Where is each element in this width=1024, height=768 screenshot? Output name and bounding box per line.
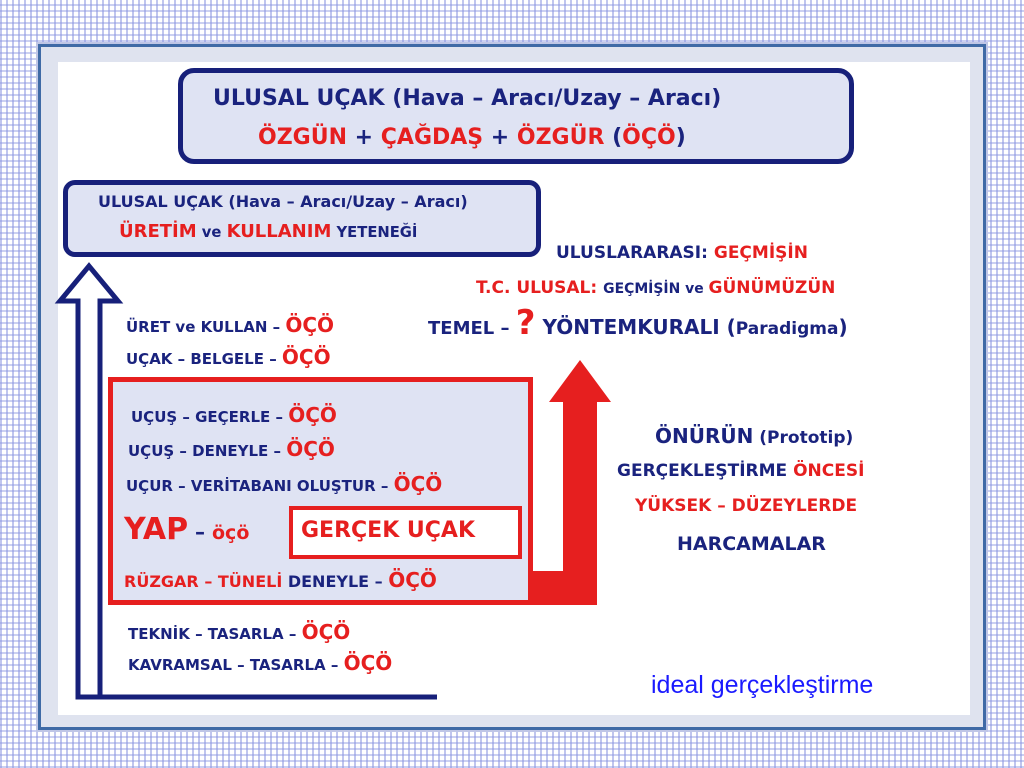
step-label: UÇUR – VERİTABANI OLUŞTUR – <box>126 477 394 495</box>
plus-text: + <box>347 125 381 150</box>
paradigma-text: Paradigma <box>735 319 839 339</box>
step-label: KAVRAMSAL – TASARLA – <box>128 656 344 674</box>
top-box-paren: ) <box>711 86 722 111</box>
yap-dash: – <box>188 520 212 544</box>
step-oco: ÖÇÖ <box>393 472 443 496</box>
paradigm-line <box>428 303 848 343</box>
onurun-text: ÖNÜRÜN <box>655 424 754 448</box>
oco-text: ÖÇÖ <box>622 125 676 150</box>
step-ucus-deneyle <box>128 437 335 461</box>
national-line <box>476 278 835 298</box>
expenses-text: HARCAMALAR <box>677 533 826 555</box>
step-yap <box>124 512 249 547</box>
step-teknik-tasarla <box>128 620 350 644</box>
ve-text: ve <box>196 224 227 241</box>
paren-close-2: ) <box>838 315 848 339</box>
paren-close: ) <box>675 125 686 150</box>
yontemkurali-text: YÖNTEMKURALI ( <box>535 315 736 339</box>
plus-text-2: + <box>483 125 517 150</box>
prototype-line <box>655 424 853 448</box>
wind-tunnel-label: RÜZGAR – TÜNELİ <box>124 572 283 591</box>
deneyle-label: DENEYLE – <box>282 572 389 591</box>
oncesi-text: ÖNCESİ <box>793 461 865 481</box>
left-box-line2 <box>119 221 417 242</box>
tc-national-label: T.C. ULUSAL: <box>476 278 604 298</box>
paren-open: ( <box>604 125 623 150</box>
top-box-line1 <box>213 86 721 111</box>
step-ucus-gecerle <box>131 403 337 427</box>
cagdas-text: ÇAĞDAŞ <box>380 125 484 150</box>
step-oco: ÖÇÖ <box>343 651 393 675</box>
gerceklestirme-text: GERÇEKLEŞTİRME <box>617 461 794 481</box>
real-aircraft-label: GERÇEK UÇAK <box>301 518 475 543</box>
left-box-title: ULUSAL UÇAK ( <box>98 192 236 211</box>
left-box-line1 <box>98 192 468 211</box>
up-arrow-red <box>533 360 611 605</box>
temel-text: TEMEL – <box>428 318 516 339</box>
step-ucur-veritabani <box>126 472 442 496</box>
step-oco: ÖÇÖ <box>388 568 437 592</box>
gecmisin-ve-text: GEÇMİŞİN ve <box>603 281 709 297</box>
ozgur-text: ÖZGÜR <box>516 125 605 150</box>
high-level-text: YÜKSEK – DÜZEYLERDE <box>635 496 858 516</box>
top-box-title: ULUSAL UÇAK ( <box>213 86 403 111</box>
prototip-text: (Prototip) <box>753 428 854 448</box>
step-oco: ÖÇÖ <box>288 403 337 427</box>
gecmisin-text: GEÇMİŞİN <box>713 243 808 263</box>
top-box-vehicle: Hava – Aracı/Uzay – Aracı <box>402 86 712 111</box>
ozgun-text: ÖZGÜN <box>258 125 347 150</box>
international-label: ULUSLARARASI: <box>556 243 714 263</box>
step-oco: ÖÇÖ <box>301 620 351 644</box>
question-mark: ? <box>515 303 536 343</box>
step-oco: ÖÇÖ <box>286 437 335 461</box>
step-label: UÇUŞ – GEÇERLE – <box>131 408 289 426</box>
step-oco: ÖÇÖ <box>285 313 335 337</box>
step-label: UÇAK – BELGELE – <box>126 350 282 368</box>
footer-caption: ideal gerçekleştirme <box>651 671 874 699</box>
step-kavramsal-tasarla <box>128 651 392 675</box>
international-line <box>556 243 808 263</box>
uretim-text: ÜRETİM <box>119 221 197 242</box>
top-box-line2 <box>258 125 686 150</box>
pre-realization-line <box>617 461 864 481</box>
step-ruzgar-tuneli <box>124 568 437 592</box>
yetenegi-text: YETENEĞİ <box>331 224 418 241</box>
yap-text: YAP <box>124 512 189 547</box>
step-label: ÜRET ve KULLAN – <box>126 318 286 336</box>
gunumuzun-text: GÜNÜMÜZÜN <box>708 278 836 298</box>
step-uret-kullan <box>126 313 334 337</box>
step-label: UÇUŞ – DENEYLE – <box>128 442 287 460</box>
step-ucak-belgele <box>126 345 331 369</box>
step-oco: ÖÇÖ <box>281 345 331 369</box>
yap-oco: öçö <box>212 522 250 544</box>
left-box-vehicle: Hava – Aracı/Uzay – Aracı <box>235 192 461 211</box>
left-box-paren: ) <box>460 192 468 211</box>
kullanim-text: KULLANIM <box>226 221 332 242</box>
step-label: TEKNİK – TASARLA – <box>128 625 302 643</box>
